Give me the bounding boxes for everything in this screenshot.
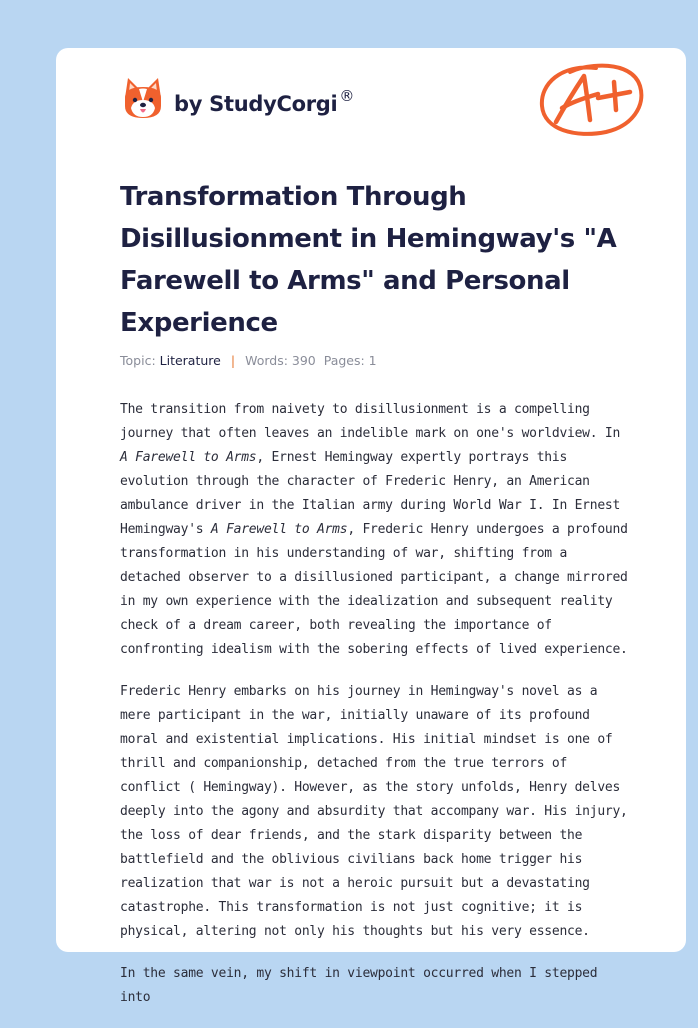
topic-label: Topic: (120, 353, 156, 368)
p1-text-c: , Ernest Hemingway expertly portrays this evolution through the character of Frederic Henry, an American ambulance driver in the Italian army during World War I. In Ernest Hemingway's (120, 450, 621, 537)
page-count: Pages: 1 (323, 353, 377, 368)
meta-separator: | (230, 353, 236, 368)
a-plus-grade-icon (536, 58, 648, 142)
book-title: A Farewell to Arms (210, 522, 348, 537)
topic-link[interactable]: Literature (159, 353, 221, 368)
essay-meta (120, 353, 377, 368)
p1-text-a: The transition from naivety to disillusionment is a compelling journey that often leaves an indelible mark on one's worldview. In (120, 402, 621, 441)
essay-card (56, 48, 686, 1005)
registered-mark: ® (339, 87, 355, 105)
corgi-logo-icon[interactable] (122, 76, 164, 120)
p1-text-e: , Frederic Henry undergoes a profound transformation in his understanding of war, shifting from a detached observer to a disillusioned participant, a change mirrored in my own experience with the idealization and subsequent reality check of a dream career, both revealing the importance of confronting idealism with the sobering effects of lived experience. (120, 522, 628, 657)
page-title: Transformation Through Disillusionment in Hemingway's "A Farewell to Arms" and Personal Experience (120, 182, 617, 338)
paragraph-1 (120, 398, 632, 662)
brand-text: by StudyCorgi (174, 92, 338, 116)
paragraph-2: Frederic Henry embarks on his journey in Hemingway's novel as a mere participant in the war, initially unaware of its profound moral and existential implications. His initial mindset is one of thrill and companionship, detached from the true terrors of conflict ( Hemingway). However, as the story unfolds, Henry delves deeply into the agony and absurdity that accompany war. His injury, the loss of dear friends, and the stark disparity between the battlefield and the oblivious civilians back home trigger his realization that war is not a heroic pursuit but a devastating catastrophe. This transformation is not just cognitive; it is physical, altering not only his thoughts but his very essence. (120, 684, 628, 939)
paragraph-3: In the same vein, my shift in viewpoint occurred when I stepped into (120, 966, 598, 1005)
book-title: A Farewell to Arms (120, 450, 257, 465)
header (56, 48, 686, 158)
brand-name[interactable] (174, 87, 355, 116)
word-count: Words: 390 (245, 353, 316, 368)
essay-body (120, 398, 632, 1028)
